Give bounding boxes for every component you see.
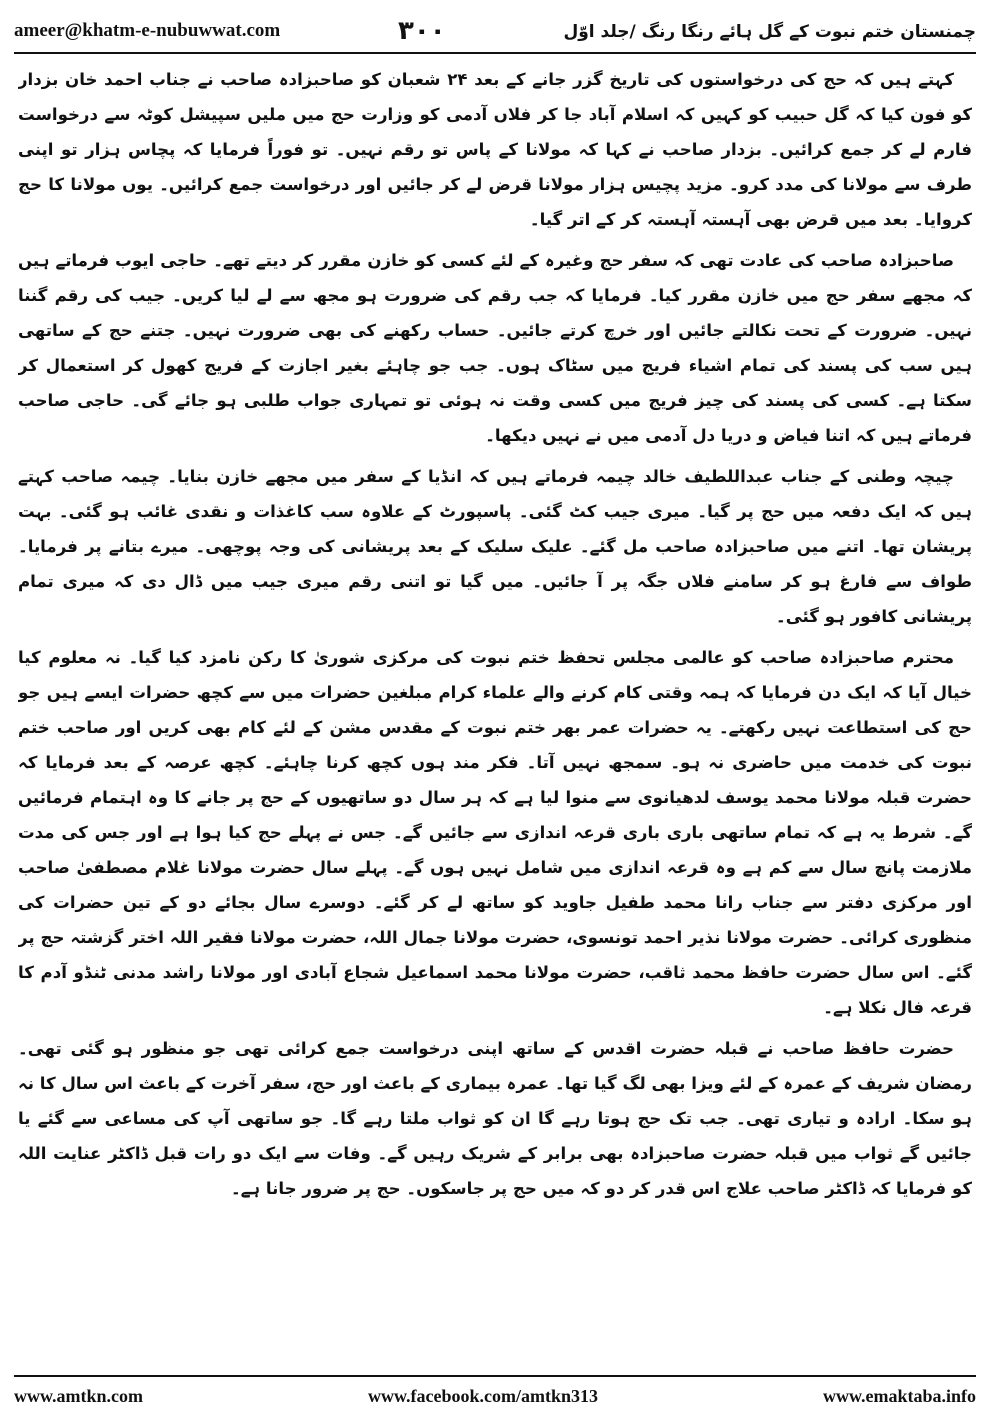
header-email: ameer@khatm-e-nubuwwat.com xyxy=(14,20,281,41)
page-number: ۳۰۰ xyxy=(398,16,446,46)
header-rule xyxy=(14,52,976,54)
running-title: چمنستان ختم نبوت کے گل ہائے رنگا رنگ /جلد اوّل xyxy=(563,21,976,42)
paragraph-1: کہتے ہیں کہ حج کی درخواستوں کی تاریخ گزر جانے کے بعد ۲۴ شعبان کو صاحبزادہ صاحب نے جناب احمد خان بزدار کو فون کیا کہ گل حبیب کو کہیں کہ اسلام آباد جا کر فلاں آدمی کو وزارت حج میں ملیں سپیشل کوٹہ سے درخواست فارم لے کر جمع کرائیں۔ بزدار صاحب نے کہا کہ مولانا کے پاس تو رقم نہیں۔ تو فوراً فرمایا کہ پچاس ہزار تو اپنی طرف سے مولانا کی مدد کرو۔ مزید پچیس ہزار مولانا قرض لے کر جائیں اور درخواست جمع کرائیں۔ یوں مولانا کا حج کروایا۔ بعد میں قرض بھی آہستہ آہستہ کر کے اتر گیا۔ xyxy=(18,70,972,229)
paragraph-3: چیچہ وطنی کے جناب عبداللطیف خالد چیمہ فرماتے ہیں کہ انڈیا کے سفر میں مجھے خازن بنایا۔ چیمہ صاحب کہتے ہیں کہ ایک دفعہ میں حج پر گیا۔ میری جیب کٹ گئی۔ پاسپورٹ کے علاوہ سب کاغذات و نقدی غائب ہو گئی۔ بہت پریشان تھا۔ اتنے میں صاحبزادہ صاحب مل گئے۔ علیک سلیک کے بعد پریشانی کی وجہ پوچھی۔ میرے بتانے پر فرمایا۔ طواف سے فارغ ہو کر سامنے فلاں جگہ پر آ جائیں۔ میں گیا تو اتنی رقم میری جیب میں ڈال دی کہ میری تمام پریشانی کافور ہو گئی۔ xyxy=(18,467,972,626)
page-header xyxy=(14,10,976,52)
paragraph-4: محترم صاحبزادہ صاحب کو عالمی مجلس تحفظ ختم نبوت کی مرکزی شوریٰ کا رکن نامزد کیا گیا۔ نہ معلوم کیا خیال آیا کہ ایک دن فرمایا کہ ہمہ وقتی کام کرنے والے علماء کرام مبلغین حضرات میں سے کچھ حضرات ایسے ہیں جو حج کی استطاعت نہیں رکھتے۔ یہ حضرات عمر بھر ختم نبوت کے مقدس مشن کے لئے کام بھی کریں اور صاحب ختم نبوت کی خدمت میں حاضری نہ ہو۔ سمجھ نہیں آتا۔ فکر مند ہوں کچھ کرنا چاہئے۔ کچھ عرصہ کے بعد فرمایا کہ حضرت قبلہ مولانا محمد یوسف لدھیانوی سے منوا لیا ہے کہ ہر سال دو ساتھیوں کے حج پر جانے کا وہ اہتمام فرمائیں گے۔ شرط یہ ہے کہ تمام ساتھی باری باری قرعہ اندازی سے جائیں گے۔ جس نے پہلے حج کیا ہوا ہے اور جس کی مدت ملازمت پانچ سال سے کم ہے وہ قرعہ اندازی میں شامل نہیں ہوں گے۔ پہلے سال حضرت مولانا غلام مصطفیٰ صاحب اور مرکزی دفتر سے جناب رانا محمد طفیل جاوید کو ساتھ لے کر گئے۔ دوسرے سال بجائے دو کے تین حضرات کی منظوری کرائی۔ حضرت مولانا نذیر احمد تونسوی، حضرت مولانا جمال اللہ، حضرت مولانا فقیر اللہ اختر گزشتہ حج پر گئے۔ اس سال حضرت حافظ محمد ثاقب، حضرت مولانا محمد اسماعیل شجاع آبادی اور مولانا راشد مدنی ٹنڈو آدم کا قرعہ فال نکلا ہے۔ xyxy=(18,648,972,1017)
page-body xyxy=(18,62,972,1362)
footer-rule xyxy=(14,1375,976,1377)
paragraph-2: صاحبزادہ صاحب کی عادت تھی کہ سفر حج وغیرہ کے لئے کسی کو خازن مقرر کر دیتے تھے۔ حاجی ایوب فرماتے ہیں کہ مجھے سفر حج میں خازن مقرر کیا۔ فرمایا کہ جب رقم کی ضرورت ہو مجھ سے لے لیا کریں۔ جیب کی رقم گننا نہیں۔ ضرورت کے تحت نکالتے جائیں اور خرچ کرتے جائیں۔ حساب رکھنے کی بھی ضرورت نہیں۔ جتنے حج کے ساتھی ہیں سب کی پسند کی تمام اشیاء فریج میں سٹاک ہوں۔ جب جو چاہئے بغیر اجازت کے فریج کھول کر استعمال کر سکتا ہے۔ کسی کی پسند کی چیز فریج میں کسی وقت نہ ہوئی تو تمہاری جواب طلبی ہو جائے گی۔ حاجی صاحب فرماتے ہیں کہ اتنا فیاض و دریا دل آدمی میں نے نہیں دیکھا۔ xyxy=(18,251,972,445)
paragraph-5: حضرت حافظ صاحب نے قبلہ حضرت اقدس کے ساتھ اپنی درخواست جمع کرائی تھی جو منظور ہو گئی تھی۔ رمضان شریف کے عمرہ کے لئے ویزا بھی لگ گیا تھا۔ عمرہ بیماری کے باعث اور حج، سفر آخرت کے باعث اس سال کا نہ ہو سکا۔ ارادہ و تیاری تھی۔ جب تک حج ہوتا رہے گا ان کو ثواب ملتا رہے گا۔ جو ساتھی آپ کی مساعی سے گئے یا جائیں گے ثواب میں قبلہ حضرت صاحبزادہ بھی برابر کے شریک رہیں گے۔ وفات سے ایک دو رات قبل ڈاکٹر عنایت اللہ کو فرمایا کہ ڈاکٹر صاحب علاج اس قدر کر دو کہ میں حج پر جاسکوں۔ حج پر ضرور جانا ہے۔ xyxy=(18,1039,972,1198)
footer-left-url[interactable]: www.amtkn.com xyxy=(14,1385,143,1406)
footer-center-url[interactable]: www.facebook.com/amtkn313 xyxy=(367,1385,598,1406)
footer-right-url[interactable]: www.emaktaba.info xyxy=(822,1385,976,1406)
page-footer xyxy=(14,1380,976,1412)
